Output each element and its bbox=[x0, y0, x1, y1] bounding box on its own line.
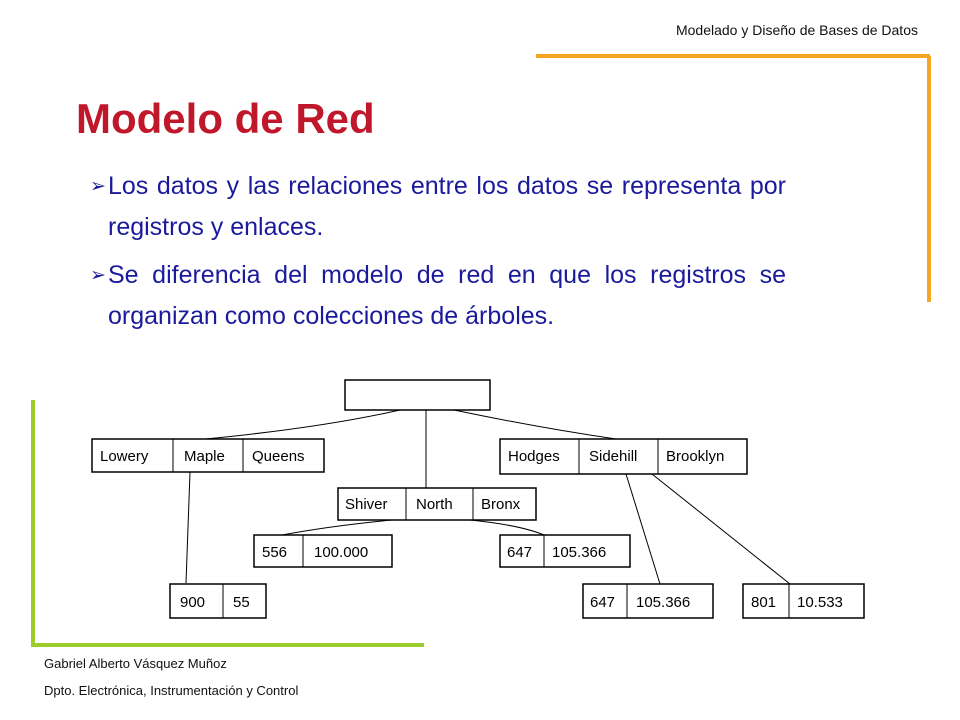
arrow-bullet-icon: ➢ bbox=[90, 265, 106, 286]
course-title: Modelado y Diseño de Bases de Datos bbox=[675, 22, 918, 38]
record-account-900 bbox=[170, 584, 266, 618]
record-field: Brooklyn bbox=[666, 448, 725, 465]
record-root bbox=[345, 380, 490, 410]
record-field: 647 bbox=[590, 594, 616, 611]
record-field: 801 bbox=[751, 594, 777, 611]
record-field: 100.000 bbox=[314, 544, 369, 561]
footer-department: Dpto. Electrónica, Instrumentación y Control bbox=[44, 683, 299, 698]
arrow-bullet-icon: ➢ bbox=[90, 176, 106, 197]
record-field: North bbox=[416, 496, 453, 513]
record-field: Shiver bbox=[345, 496, 388, 513]
record-field: 55 bbox=[233, 594, 250, 611]
record-field: 900 bbox=[180, 594, 206, 611]
record-right bbox=[500, 439, 747, 474]
record-account-556 bbox=[254, 535, 392, 567]
record-field: Hodges bbox=[508, 448, 560, 465]
record-field: Sidehill bbox=[589, 448, 638, 465]
record-left bbox=[92, 439, 324, 472]
record-field: 647 bbox=[507, 544, 533, 561]
record-field: Bronx bbox=[481, 496, 521, 513]
footer-author: Gabriel Alberto Vásquez Muñoz bbox=[44, 656, 227, 671]
record-account-647-b bbox=[583, 584, 713, 618]
record-field: Lowery bbox=[100, 448, 149, 465]
record-field: Maple bbox=[184, 448, 225, 465]
record-field: 10.533 bbox=[797, 594, 843, 611]
slide-title: Modelo de Red bbox=[76, 95, 375, 142]
bullet-text: Se diferencia del modelo de red en que los registros se organizan como colecciones de árboles. bbox=[108, 261, 786, 330]
record-account-647-a bbox=[500, 535, 630, 567]
bullet-text: Los datos y las relaciones entre los datos se representa por registros y enlaces. bbox=[108, 172, 786, 241]
record-field: 556 bbox=[262, 544, 288, 561]
record-middle bbox=[338, 488, 536, 520]
record-account-801 bbox=[743, 584, 864, 618]
record-field: 105.366 bbox=[636, 594, 691, 611]
record-field: Queens bbox=[252, 448, 305, 465]
record-field: 105.366 bbox=[552, 544, 607, 561]
